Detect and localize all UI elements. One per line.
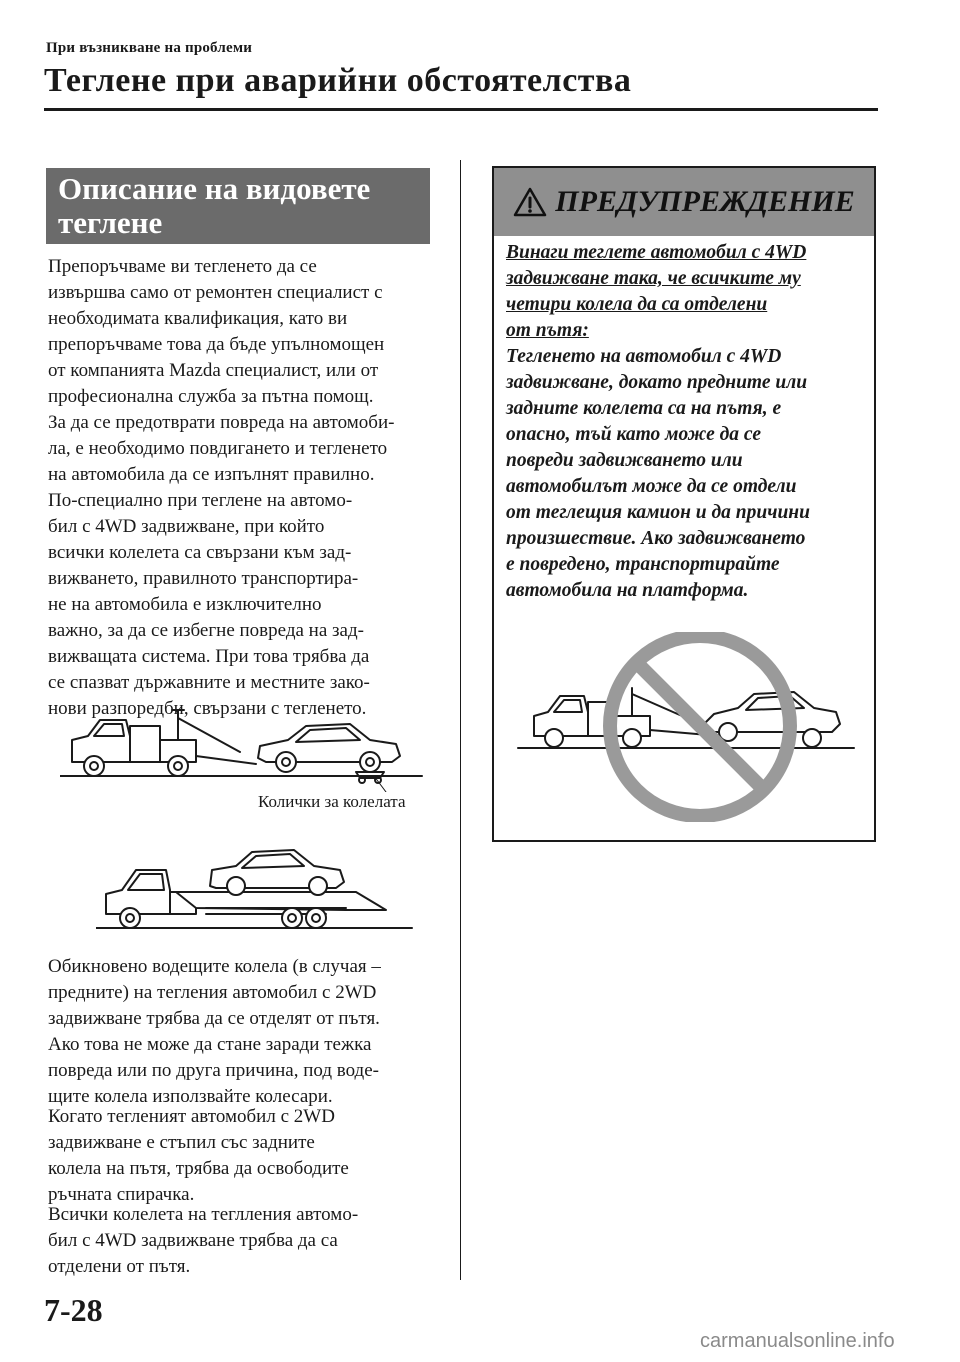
warning-header — [494, 168, 874, 236]
truck-wheel-rear — [168, 756, 188, 776]
flatbed-wheel-front — [120, 908, 140, 928]
warning-body-line: опасно, тъй като може да се — [506, 424, 761, 445]
paragraph-brake — [48, 1104, 440, 1208]
text-line: ла, е необходимо повдигането и тегленето — [48, 438, 388, 459]
warning-body-line: е повредено, транспортирайте — [506, 554, 780, 575]
text-line: бил с 4WD задвижване трябва да са — [48, 1230, 338, 1251]
warning-triangle-icon — [513, 187, 547, 217]
warning-text — [506, 240, 866, 604]
text-line: Когато тегленият автомобил с 2WD — [48, 1106, 335, 1127]
warning-body-line: Тегленето на автомобил с 4WD — [506, 346, 782, 367]
flatbed-wheel-rear — [282, 908, 302, 928]
page-title: Теглене при аварийни обстоятелства — [44, 62, 632, 99]
warning-label: ПРЕДУПРЕЖДЕНИЕ — [555, 185, 855, 218]
truck-wheel-rear — [623, 729, 641, 747]
text-line: задвижване трябва да се отделят от пътя. — [48, 1008, 380, 1029]
text-line: ръчната спирачка. — [48, 1184, 195, 1205]
text-line: щите колела използвайте колесари. — [48, 1086, 333, 1107]
text-line: се спазват държавните и местните зако- — [48, 672, 370, 693]
towed-car-wheel-rear — [803, 729, 821, 747]
text-line: повреда или по друга причина, под воде- — [48, 1060, 379, 1081]
paragraph-2wd — [48, 954, 440, 1110]
warning-body-line: автомобилът може да се отдели — [506, 476, 797, 497]
text-line: от компанията Mazda специалист, или от — [48, 360, 379, 381]
text-line: извършва само от ремонтен специалист с — [48, 282, 383, 303]
text-line: нови разпоредби, свързани с тегленето. — [48, 698, 367, 719]
towed-car-wheel-rear — [360, 752, 380, 772]
text-line: Всички колелета на теглления автомо- — [48, 1204, 359, 1225]
truck-wheel-front — [545, 729, 563, 747]
damage-paragraph — [48, 410, 440, 722]
title-rule — [44, 108, 878, 111]
section-heading-line: теглене — [58, 205, 163, 240]
prohibited-towing-illustration — [514, 632, 858, 822]
text-line: важно, за да се избегне повреда на зад- — [48, 620, 364, 641]
text-line: Препоръчваме ви тегленето да се — [48, 256, 317, 277]
text-line: отделени от пътя. — [48, 1256, 191, 1277]
text-line: предните) на тегления автомобил с 2WD — [48, 982, 377, 1003]
warning-box — [492, 166, 876, 842]
tow-bar — [196, 756, 256, 764]
text-line: всички колелета са свързани към зад- — [48, 542, 352, 563]
text-line: задвижване е стъпил със задните — [48, 1132, 315, 1153]
flatbed-wheel-rear2 — [306, 908, 326, 928]
section-heading — [46, 168, 430, 244]
figure-caption: Колички за колелата — [258, 792, 406, 811]
text-line: препоръчваме това да бъде упълномощен — [48, 334, 385, 355]
text-line: бил с 4WD задвижване, при който — [48, 516, 325, 537]
text-line: на автомобила да се изпълнят правилно. — [48, 464, 375, 485]
flatbed-illustration — [96, 848, 416, 934]
text-line: По-специално при теглене на автомо- — [48, 490, 353, 511]
truck-wheel-front — [84, 756, 104, 776]
carried-car-wheel-front — [227, 877, 245, 895]
warning-body-line: автомобила на платформа. — [506, 580, 749, 601]
carried-car-wheel-rear — [309, 877, 327, 895]
tow-truck-box — [130, 726, 160, 762]
tow-dolly-illustration — [60, 704, 430, 792]
column-divider — [460, 160, 461, 1280]
text-line: Ако това не може да стане заради тежка — [48, 1034, 372, 1055]
text-line: колела на пътя, трябва да освободите — [48, 1158, 349, 1179]
warning-body-line: от теглещия камион и да причини — [506, 502, 810, 523]
dolly-wheel — [359, 777, 365, 783]
breadcrumb: При възникване на проблеми — [46, 40, 253, 56]
text-line: не на автомобила е изключително — [48, 594, 322, 615]
text-line: вижването, правилното транспортира- — [48, 568, 359, 589]
warning-lead-line: четири колела да са отделени — [506, 294, 768, 315]
warning-body-line: задните колелета са на пътя, е — [506, 398, 782, 419]
text-line: За да се предотврати повреда на автомоби- — [48, 412, 395, 433]
paragraph-4wd — [48, 1202, 440, 1280]
text-line: вижващата система. При това трябва да — [48, 646, 370, 667]
warning-body-line: повреди задвижването или — [506, 450, 743, 471]
page-number: 7-28 — [44, 1292, 103, 1328]
text-line: професионална служба за пътна помощ. — [48, 386, 374, 407]
section-heading-line: Описание на видовете — [58, 171, 371, 206]
warning-body-line: задвижване, докато предните или — [506, 372, 808, 393]
warning-lead-line: от пътя: — [506, 320, 589, 341]
watermark: carmanualsonline.info — [700, 1330, 895, 1352]
warning-lead-line: Винаги теглете автомобил с 4WD — [506, 242, 807, 263]
warning-lead-line: задвижване така, че всичките му — [506, 268, 801, 289]
intro-paragraph — [48, 254, 440, 410]
text-line: необходимата квалификация, като ви — [48, 308, 348, 329]
text-line: Обикновено водещите колела (в случая – — [48, 956, 381, 977]
towed-car-wheel-front — [276, 752, 296, 772]
warning-body-line: произшествие. Ако задвижването — [506, 528, 806, 549]
